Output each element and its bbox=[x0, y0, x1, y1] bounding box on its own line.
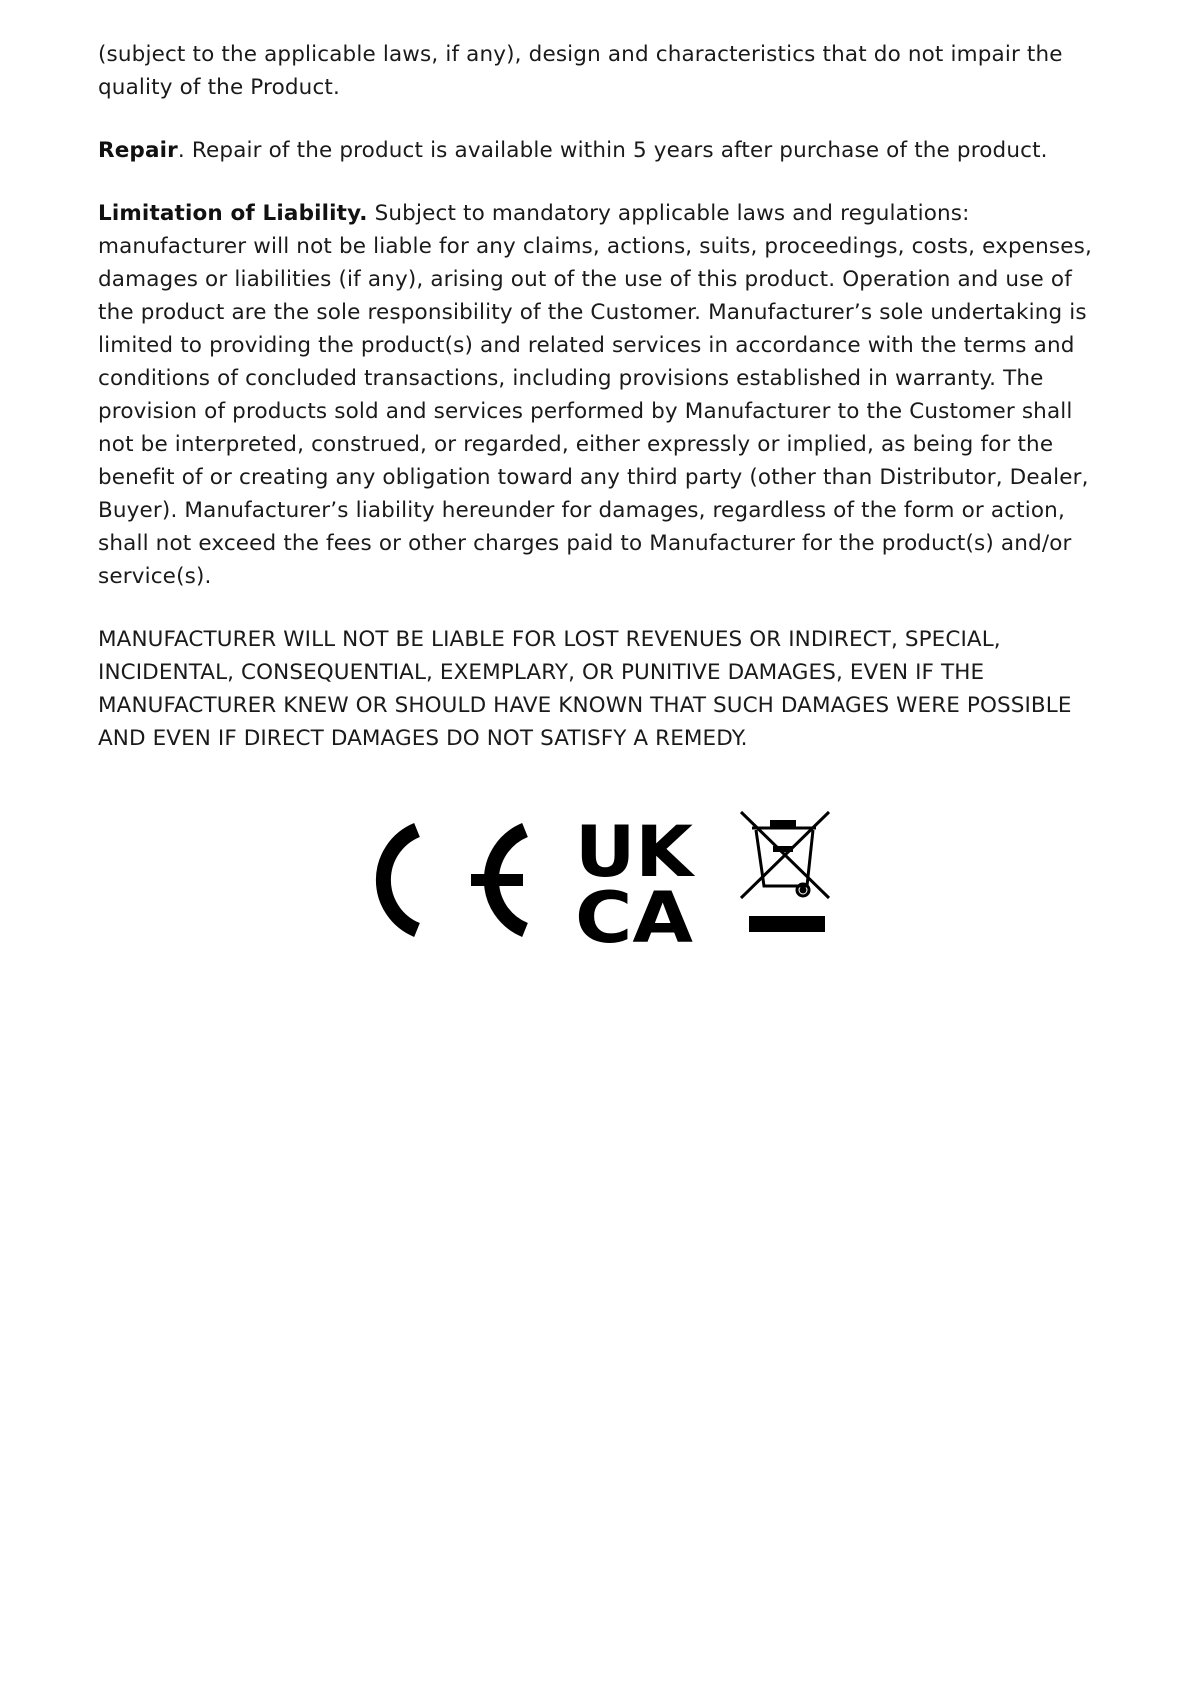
crossed-out-wheelie-bin-icon bbox=[741, 812, 829, 932]
liability-heading: Limitation of Liability. bbox=[98, 201, 368, 226]
repair-text: . Repair of the product is available within 5 years after purchase of the product. bbox=[177, 138, 1048, 163]
repair-heading: Repair bbox=[98, 138, 178, 163]
intro-continuation-text: (subject to the applicable laws, if any), design and characteristics that do not impair the quality of the Product. bbox=[98, 42, 1063, 100]
liability-text: Subject to mandatory applicable laws and regulations: manufacturer will not be liable for any claims, actions, suits, proceedings, costs, expenses, damages or liabilities (if any), arising out of the use of this product. Operation and use of the product are the sole responsibility of the Customer. Manufacturer’s sole undertaking is limited to providing the product(s) and related services in accordance with the terms and conditions of concluded transactions, including provisions established in warranty. The provision of products sold and services performed by Manufacturer to the Customer shall not be interpreted, construed, or regarded, either expressly or implied, as being for the benefit of or creating any obligation toward any third party (other than Distributor, Dealer, Buyer). Manufacturer’s liability hereunder for damages, regardless of the form or action, shall not exceed the fees or other charges paid to Manufacturer for the product(s) and/or service(s). bbox=[98, 201, 1092, 589]
disclaimer-paragraph bbox=[98, 623, 1108, 755]
certification-marks bbox=[345, 806, 855, 946]
repair-paragraph bbox=[98, 134, 1108, 167]
ce-mark-icon bbox=[383, 830, 525, 930]
intro-continuation-paragraph bbox=[98, 38, 1108, 104]
document-body bbox=[98, 38, 1108, 755]
ce-mark-c-shape bbox=[383, 830, 417, 930]
ukca-mark-bottom: CA bbox=[575, 877, 693, 946]
ukca-mark-icon bbox=[575, 811, 696, 946]
liability-paragraph bbox=[98, 197, 1108, 593]
disclaimer-text: MANUFACTURER WILL NOT BE LIABLE FOR LOST REVENUES OR INDIRECT, SPECIAL, INCIDENTAL, CONSEQUENTIAL, EXEMPLARY, OR PUNITIVE DAMAGES, EVEN IF THE MANUFACTURER KNEW OR SHOULD HAVE KNOWN THAT SUCH DAMAGES WERE POSSIBLE AND EVEN IF DIRECT DAMAGES DO NOT SATISFY A REMEDY. bbox=[98, 627, 1072, 751]
ukca-mark-top: UK bbox=[575, 811, 696, 893]
